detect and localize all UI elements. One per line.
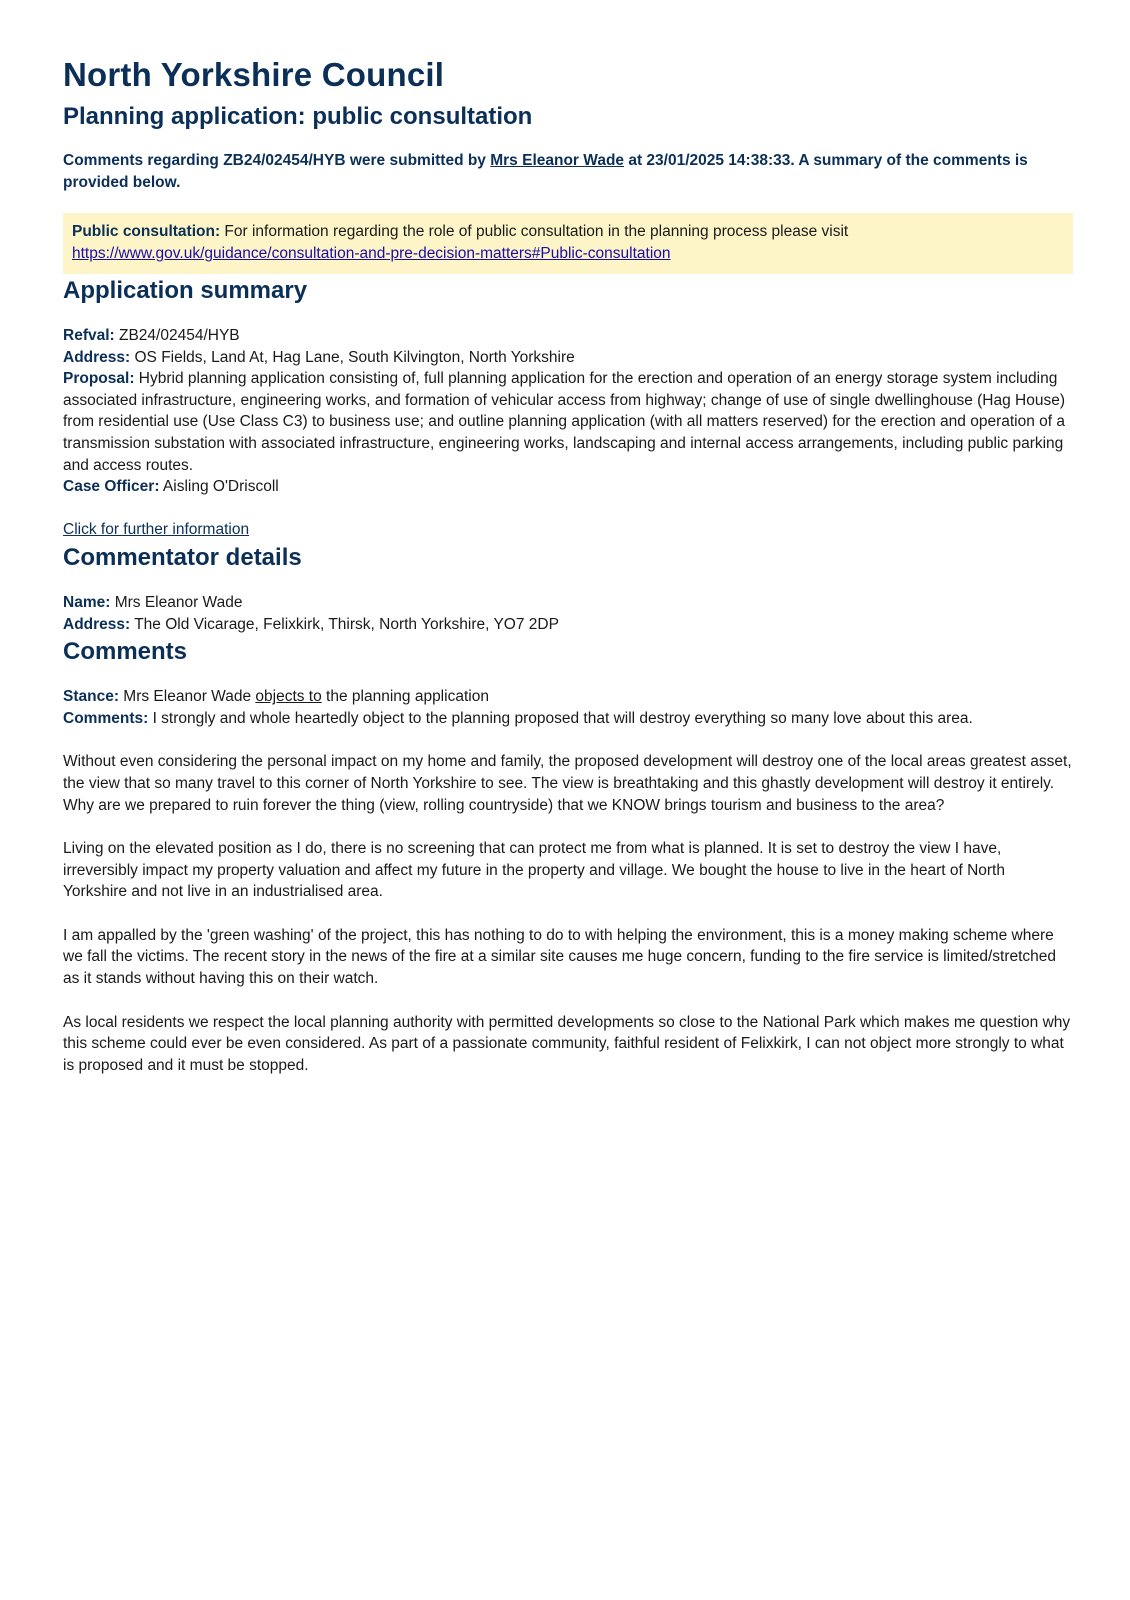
- comment-paragraphs: [63, 751, 1073, 1076]
- proposal-value: Hybrid planning application consisting of, full planning application for the erection and operation of an energy storage system including associated infrastructure, engineering works, and formation of vehicular access from highway; change of use of single dwellinghouse (Hag House) from residential use (Use Class C3) to business use; and outline planning application (with all matters reserved) for the erection and operation of a transmission substation with associated infrastructure, engineering works, landscaping and internal access arrangements, including public parking and access routes.: [63, 370, 1066, 474]
- commentator-details-heading: Commentator details: [63, 543, 302, 571]
- page-title: Planning application: public consultation: [63, 103, 533, 130]
- application-summary: [63, 325, 1073, 541]
- commentator-address-value: The Old Vicarage, Felixkirk, Thirsk, North Yorkshire, YO7 2DP: [130, 615, 559, 633]
- comments-first-text: I strongly and whole heartedly object to the planning proposed that will destroy everything so many love about this area.: [148, 709, 973, 727]
- document-page: [63, 50, 1073, 1076]
- case-officer-row: [63, 476, 1073, 498]
- commentator-address-row: [63, 614, 1073, 636]
- stance-row: [63, 686, 1073, 708]
- stance-prefix: Mrs Eleanor Wade: [119, 688, 256, 706]
- comments-label: Comments:: [63, 709, 149, 727]
- intro-suffix: at 23/01/2025 14:38:33. A summary of the comments is provided below.: [63, 152, 1028, 191]
- comments-heading: Comments: [63, 638, 188, 666]
- public-consultation-notice: [63, 213, 1073, 274]
- commentator-name-row: [63, 592, 1073, 614]
- council-name: North Yorkshire Council: [63, 56, 445, 93]
- comments-section: [63, 686, 1073, 1076]
- commentator-link[interactable]: Mrs Eleanor Wade: [490, 152, 625, 169]
- intro-prefix: Comments regarding ZB24/02454/HYB were submitted by: [63, 152, 491, 169]
- comment-paragraph: I am appalled by the 'green washing' of the project, this has nothing to do to with helping the environment, this is a money making scheme where we fall the victims. The recent story in the news of the fire at a similar site causes me huge concern, funding to the fire service is limited/stretched as it stands without having this on their watch.: [63, 926, 1057, 988]
- address-row: [63, 347, 1073, 369]
- notice-label: Public consultation:: [72, 223, 221, 240]
- intro-statement: [63, 150, 1073, 194]
- notice-text: For information regarding the role of public consultation in the planning process please visit: [220, 223, 849, 240]
- consultation-guidance-link[interactable]: https://www.gov.uk/guidance/consultation-and-pre-decision-matters#Public-consultation: [72, 245, 671, 262]
- comment-paragraph: As local residents we respect the local planning authority with permitted developments so close to the National Park which makes me question why this scheme could ever be even considered. As part of a passionate community, faithful resident of Felixkirk, I can not object more strongly to what is proposed and it must be stopped.: [63, 1013, 1071, 1074]
- stance-label: Stance:: [63, 688, 119, 706]
- comments-first-row: [63, 708, 1073, 730]
- proposal-label: Proposal:: [63, 370, 135, 388]
- commentator-name-value: Mrs Eleanor Wade: [110, 593, 243, 611]
- proposal-row: [63, 368, 1073, 476]
- case-officer-value: Aisling O'Driscoll: [159, 478, 279, 496]
- further-info-row: [63, 519, 1073, 541]
- commentator-name-label: Name:: [63, 593, 111, 611]
- refval-value: ZB24/02454/HYB: [114, 327, 240, 344]
- further-information-link[interactable]: Click for further information: [63, 521, 250, 539]
- comment-paragraph: Without even considering the personal impact on my home and family, the proposed development will destroy one of the local areas greatest asset, the view that so many travel to this corner of North Yorkshire to see. The view is breathtaking and this ghastly development will destroy it entirely. Why are we prepared to ruin forever the thing (view, rolling countryside) that we KNOW brings tourism and business to the area?: [63, 753, 1072, 814]
- address-value: OS Fields, Land At, Hag Lane, South Kilvington, North Yorkshire: [130, 348, 575, 366]
- commentator-details: [63, 592, 1073, 635]
- case-officer-label: Case Officer:: [63, 478, 160, 496]
- comment-paragraph: Living on the elevated position as I do, there is no screening that can protect me from what is planned. It is set to destroy the view I have, irreversibly impact my property valuation and affect my future in the property and village. We bought the house to live in the heart of North Yorkshire and not live in an industrialised area.: [63, 840, 1005, 901]
- refval-row: [63, 325, 1073, 347]
- address-label: Address:: [63, 348, 131, 366]
- refval-label: Refval:: [63, 327, 115, 344]
- commentator-address-label: Address:: [63, 615, 131, 633]
- stance-value: objects to: [255, 688, 322, 706]
- stance-suffix: the planning application: [321, 688, 489, 706]
- application-summary-heading: Application summary: [63, 277, 308, 304]
